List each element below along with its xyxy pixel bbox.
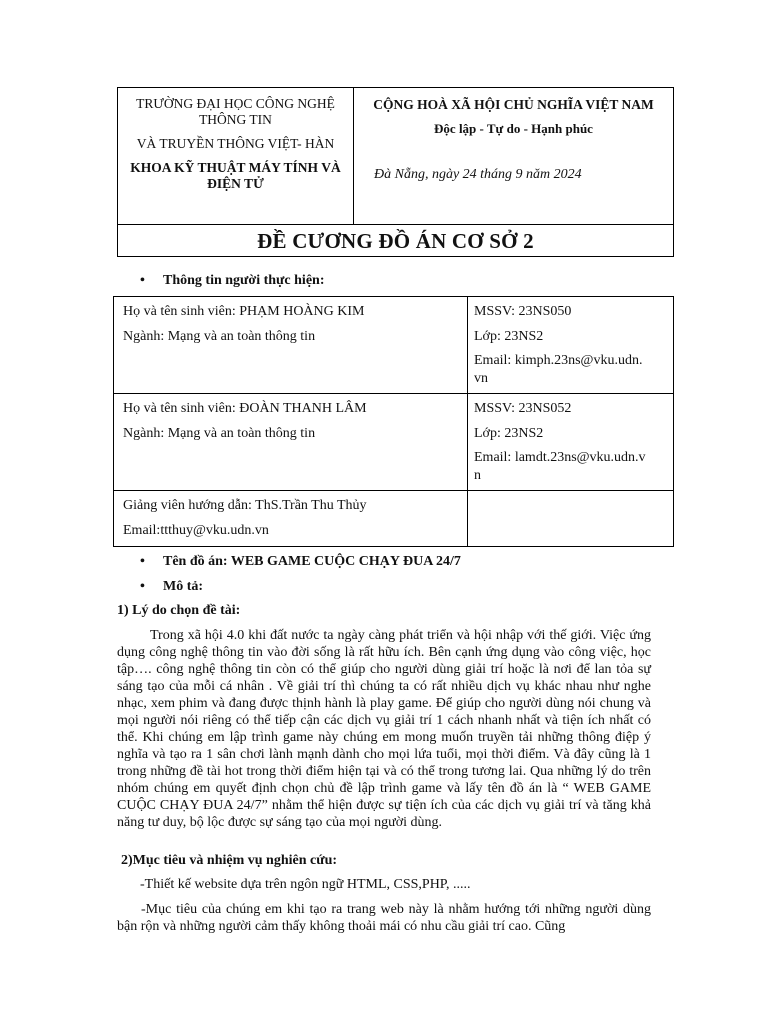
row-divider [114,490,673,491]
student2-mssv: MSSV: 23NS052 [474,401,572,416]
advisor-email: Email:ttthuy@vku.udn.vn [123,523,269,538]
reason-heading: 1) Lý do chọn đề tài: [117,603,241,618]
header-left-cell [118,88,354,224]
student2-class: Lớp: 23NS2 [474,426,544,441]
student1-mssv: MSSV: 23NS050 [474,304,572,319]
goals-paragraph: -Mục tiêu của chúng em khi tạo ra trang web này là nhằm hướng tới những người dùng bận rộn và những người cảm thấy không thoải mái có nhu cầu giải trí cao. Cũng [117,902,651,934]
country-name: CỘNG HOÀ XÃ HỘI CHỦ NGHĨA VIỆT NAM [373,97,654,112]
student2-name: Họ và tên sinh viên: ĐOÀN THANH LÂM [123,401,367,416]
project-name-bullet [140,554,461,570]
student1-major: Ngành: Mạng và an toàn thông tin [123,329,316,344]
column-divider [467,297,468,546]
header-right-cell [354,88,673,224]
row-divider [114,393,673,394]
faculty-name: KHOA KỸ THUẬT MÁY TÍNH VÀ ĐIỆN TỬ [130,160,341,191]
university-name-line1: TRƯỜNG ĐẠI HỌC CÔNG NGHỆ THÔNG TIN [136,96,335,127]
student-info-table [113,296,674,547]
document-date: Đà Nẵng, ngày 24 tháng 9 năm 2024 [374,167,582,182]
student1-email-line1: Email: kimph.23ns@vku.udn. [474,353,643,368]
project-name-value: WEB GAME CUỘC CHẠY ĐUA 24/7 [230,554,461,569]
description-label: Mô tả: [163,579,204,594]
student1-name: Họ và tên sinh viên: PHẠM HOÀNG KIM [123,304,365,319]
goals-heading: 2)Mục tiêu và nhiệm vụ nghiên cứu: [121,853,338,868]
student1-email-line2: vn [474,371,488,386]
student2-major: Ngành: Mạng và an toàn thông tin [123,426,316,441]
reason-paragraph: Trong xã hội 4.0 khi đất nước ta ngày càng phát triển và hội nhập với thế giới. Việc ứng dụng công nghệ thông tin vào đời sống là rất hữu ích. Bên cạnh ứng dụng vào công việc, học tập…. công nghệ thông tin còn có thể giúp cho người dùng giải trí hoặc là nơi để lan tỏa sự sáng tạo của mỗi cá nhân . Về giải trí thì chúng ta có rất nhiều dịch vụ khác nhau như nghe nhạc, xem phim và đang được thịnh hành là play game. Để giúp cho người dùng nói chung và mọi người nói riêng có thể tiếp cận các dịch vụ giải trí 1 cách nhanh nhất và tiện ích nhất có thể. Khi chúng em lập trình game này chúng em mong muốn truyền tải những thông điệp ý nghĩa và tạo ra 1 sân chơi lành mạnh dành cho mọi lứa tuổi, mọi thời điểm. Và đây cũng là 1 trong những đề tài hot trong thời điểm hiện tại và có thể trong tương lai. Qua những lý do trên nhóm chúng em quyết định chọn chủ đề lập trình game và lấy tên đồ án là “ WEB GAME CUỘC CHẠY ĐUA 24/7” nhằm thể hiện được sự tiện ích của các dịch vụ giải trí và tăng khả năng tư duy, bộ lộc được sự sáng tạo của mọi người dùng. [117,628,651,830]
university-name-line2: VÀ TRUYỀN THÔNG VIỆT- HÀN [136,136,335,151]
info-label: Thông tin người thực hiện: [163,273,325,288]
document-title: ĐỀ CƯƠNG ĐỒ ÁN CƠ SỞ 2 [257,229,534,253]
national-motto: Độc lập - Tự do - Hạnh phúc [434,121,593,136]
description-bullet [140,579,203,595]
student1-class: Lớp: 23NS2 [474,329,544,344]
title-row [118,224,673,256]
project-name-label: Tên đồ án: [163,554,231,569]
bullet-icon: • [140,579,145,594]
student2-email-line1: Email: lamdt.23ns@vku.udn.v [474,450,646,465]
advisor-name: Giảng viên hướng dẫn: ThS.Trần Thu Thủy [123,498,367,513]
info-bullet [140,273,324,289]
bullet-icon: • [140,554,145,569]
student2-email-line2: n [474,468,481,483]
bullet-icon: • [140,273,145,288]
goals-line1: -Thiết kế website dựa trên ngôn ngữ HTML, CSS,PHP, ..... [140,877,471,892]
header-table [117,87,674,257]
